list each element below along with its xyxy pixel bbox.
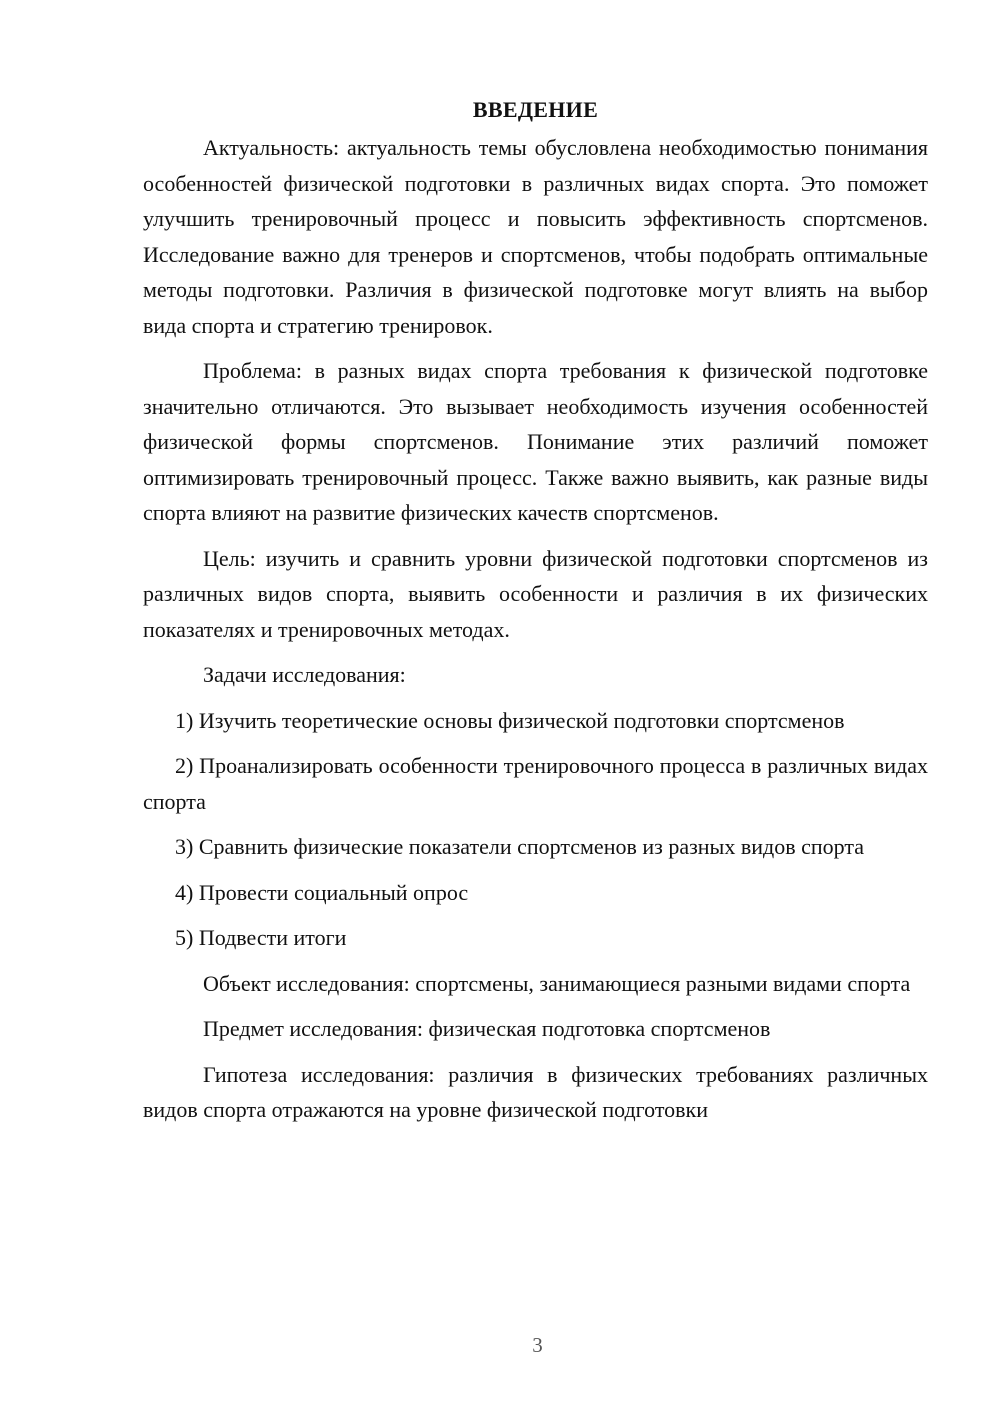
page-body	[143, 92, 928, 1128]
task-item-3: 3) Сравнить физические показатели спортсменов из разных видов спорта	[175, 834, 864, 859]
problem-paragraph: Проблема: в разных видах спорта требования к физической подготовке значительно отличаются. Это вызывает необходимость изучения особенностей физической формы спортсменов. Понимание этих различий поможет оптимизировать тренировочный процесс. Также важно выявить, как разные виды спорта влияют на развитие физических качеств спортсменов.	[143, 358, 928, 525]
goal-paragraph: Цель: изучить и сравнить уровни физической подготовки спортсменов из различных видов спорта, выявить особенности и различия в их физических показателях и тренировочных методах.	[143, 545, 928, 642]
object-paragraph: Объект исследования: спортсмены, занимающиеся разными видами спорта	[203, 970, 911, 996]
relevance-paragraph: Актуальность: актуальность темы обусловлена необходимостью понимания особенностей физической подготовки в различных видах спорта. Это поможет улучшить тренировочный процесс и повысить эффективность спортсменов. Исследование важно для тренеров и спортсменов, чтобы подобрать оптимальные методы подготовки. Различия в физической подготовке могут влиять на выбор вида спорта и стратегию тренировок.	[143, 135, 928, 338]
task-item-1: 1) Изучить теоретические основы физической подготовки спортсменов	[175, 707, 845, 733]
task-item-4: 4) Провести социальный опрос	[175, 879, 469, 905]
task-item-2: 2) Проанализировать особенности тренировочного процесса в различных видах спорта	[143, 753, 928, 814]
page-number: 3	[532, 1333, 543, 1357]
task-item-5: 5) Подвести итоги	[175, 925, 347, 950]
hypothesis-paragraph: Гипотеза исследования: различия в физических требованиях различных видов спорта отражаются на уровне физической подготовки	[143, 1061, 928, 1122]
tasks-heading: Задачи исследования:	[203, 662, 406, 687]
page-title: ВВЕДЕНИЕ	[472, 97, 599, 122]
subject-paragraph: Предмет исследования: физическая подготовка спортсменов	[203, 1016, 771, 1041]
